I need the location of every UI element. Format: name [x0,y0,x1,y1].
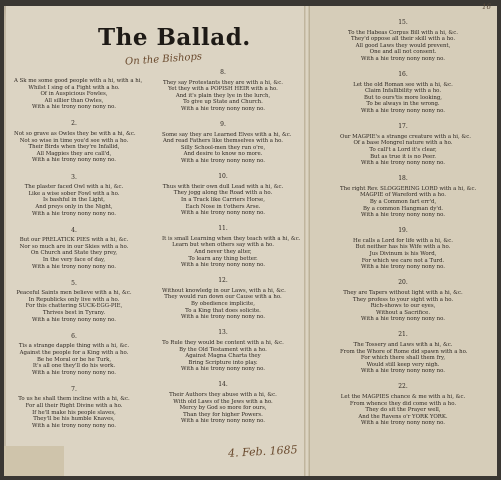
verse-line: With a hie trony nony nony no. [361,420,445,427]
stanza-number: 11. [218,225,228,233]
stanza [162,330,284,373]
stanza-number: 6. [71,332,77,340]
verse-line: With a hie trony nony nony no. [32,157,116,164]
stanza [14,334,134,377]
stanza [162,174,284,217]
verse-line: Against the people for a King with a ho. [19,349,129,356]
verse-line: But as true it is no Peer. [370,153,436,160]
ballad-column-1 [14,78,143,440]
stanza [162,382,284,425]
verse-line: From whence they did come with a ho. [349,400,457,407]
verse-line: In a Track like Carriers Horse, [181,196,265,203]
verse-line: Against Magna Charta they [185,353,261,360]
verse-line: By a Common fart err'd, [369,198,437,205]
verse-line: Learn but when others say with a ho. [172,242,274,249]
verse-line: Without a Sacrifice. [375,309,431,316]
verse-line: With a hie trony nony nony no. [32,210,116,217]
verse-line: Thrives best in Tyrany. [42,310,106,317]
stanza [340,228,466,271]
verse-line: With a hie trony nony nony no. [361,108,445,115]
verse-line: Would still keep very nigh. [366,361,440,368]
verse-line: Be he Moral or be he Turk, [36,356,112,363]
verse-line: To the Habeas Corpus Bill with a hi, &c. [348,29,458,36]
verse-line: To learn any thing better. [188,255,258,262]
stanza [14,228,134,271]
verse-line: With a hie trony nony nony no. [32,422,116,429]
verse-line: With a hie trony nony nony no. [361,368,445,375]
verse-line: Peaceful Saints men believe with a hi, &c. [16,290,132,297]
stanza [14,175,134,218]
verse-line: Jus Divinum is his Word, [369,251,437,258]
verse-line: It's all one they'll do his work. [32,363,116,370]
verse-line: All Magpies they are call'd, [36,150,112,157]
verse-line: And read Fathers like themselves with a ho. [162,138,284,145]
verse-line: It is small Learning when they teach with a hi, &c. [162,235,301,242]
verse-line: With a hie trony nony nony no. [181,418,265,425]
stanza-number: 20. [398,279,408,287]
stanza [340,332,466,375]
verse-line: The plaster faced Owl with a hi, &c. [24,184,124,191]
verse-line: They are Tapers without light with a hi, &c. [343,289,463,296]
verse-line: Than they for higher Powers. [183,411,263,418]
verse-line: With a hie trony nony nony no. [181,262,265,269]
verse-line: Each Nose in t'others Arse. [185,203,261,210]
verse-line: Some say they are Learned Elves with a hi, &c. [162,131,292,138]
stanza-number: 7. [71,385,77,393]
verse-line: Their Authors they abuse with a hi, &c. [169,391,277,398]
stanza [340,384,466,427]
verse-line: With a hie trony nony nony no. [181,210,265,217]
stanza [14,121,134,164]
stanza-number: 10. [218,173,228,181]
verse-line: Is bashful in the Light, [43,197,105,204]
verse-line: With a hie trony nony nony no. [181,314,265,321]
verse-line: With a hie trony nony nony no. [361,55,445,62]
verse-line: For all their Right Divine with a ho. [25,402,123,409]
verse-line: For which we care not a Turd. [361,257,445,264]
verse-line: With a hie trony nony nony no. [181,366,265,373]
stanza-number: 17. [398,123,408,131]
verse-line: To us he shall them incline with a hi, &c. [18,396,130,403]
verse-line: In the very face of day, [42,256,106,263]
verse-line: One and all not consent. [369,49,437,56]
stanza [14,281,134,324]
verse-line: Not so wise in time you'd see with a ho. [19,137,129,144]
verse-line: With a hie trony nony nony no. [361,160,445,167]
verse-line: Let the old Roman see with a hi, &c. [353,81,453,88]
verse-line: He calls a Lord for life with a hi, &c. [353,237,453,244]
verse-line: All sillier than Owles, [44,97,104,104]
verse-line: And never they alter, [194,248,252,255]
verse-line: To be always in the wrong. [366,101,440,108]
verse-line: Their Birds when they're Infallid, [28,144,120,151]
verse-line: Claim Infallibility with a ho. [364,88,442,95]
verse-line: Of a base Mongrel nature with a ho. [353,140,453,147]
stanza [162,70,284,113]
verse-line: Yet they with a POPISH HEIR with a ho. [168,86,278,93]
verse-line: Without knowledg in our Laws, with a hi, &c. [162,287,286,294]
verse-line: To Rule they would be content with a hi, &c. [162,339,284,346]
verse-line: By obedience implicite, [191,301,255,308]
handwritten-subtitle: On the Bishops [124,51,203,68]
verse-line: With a hie trony nony nony no. [361,264,445,271]
verse-line: The Tossery and Laws with a hi, &c. [353,341,453,348]
verse-line: Mercy by God so more for ours, [179,405,267,412]
verse-line: Let the MAGPIES chance & me with a hi, &c. [340,394,466,401]
verse-line: Nor so much are in our Skies with a ho. [19,243,129,250]
verse-line: Silly School-men they run o're, [180,144,266,151]
stanza-number: 15. [398,19,408,26]
stanza-number: 21. [398,331,408,339]
stanza [14,387,134,430]
verse-line: Thus with their own dull Lead with a hi, &c. [162,183,284,190]
stanza-number: 4. [71,226,77,234]
verse-line: They'll be his humble Knaves, [33,416,115,423]
handwritten-date: 4. Feb. 1685 [227,443,298,460]
verse-line: They would run down our Cause with a ho. [164,294,282,301]
verse-line: MAGPIE of Wareford with a ho. [359,192,447,199]
verse-line: Tis a strange dapple thing with a hi, &c. [18,343,130,350]
stanza [340,280,466,323]
verse-line: To a King that does solicite. [185,307,261,314]
verse-line: For this chattering SUCK-EGG-PIE, [25,303,123,310]
stanza-number: 14. [218,381,228,389]
verse-line: Bring Scripture into play. [188,359,258,366]
verse-line: They profess to your sight with a ho. [352,296,454,303]
stanza [162,225,301,269]
page-fold [304,6,310,476]
verse-line: They'd oppose all their skill with a ho. [350,36,456,43]
stanza-number: 22. [398,383,408,391]
verse-line: But our PRELATICK PIES with a hi, &c. [19,237,129,244]
verse-line: And it's plain they lye in the lurch, [175,92,271,99]
stanza-number: 19. [398,227,408,235]
verse-line: With old Laws of the Jews with a ho. [173,398,273,405]
verse-line: And the Ravens o'r YORK YORK. [358,413,448,420]
verse-line: They jogg along the Road with a ho. [173,190,273,197]
verse-line: Whilst I sing of a Fight with a ho. [28,84,120,91]
verse-line: In Republicks only live with a ho. [28,296,120,303]
verse-line: For which there shall them fry, [360,355,446,362]
verse-line: But to ours'tis more looking, [363,94,443,101]
ballad-column-3 [340,19,477,437]
stanza-number: 2. [71,120,77,128]
torn-corner [4,446,64,476]
verse-line: They say Protestants they are with a hi, &c. [163,79,283,86]
stanza [340,175,477,219]
stanza-number: 12. [218,277,228,285]
verse-line: With a hie trony nony nony no. [32,263,116,270]
verse-line: By a common Hangman dy'd. [362,205,444,212]
verse-line: All good Laws they would prevent, [355,42,451,49]
stanza-number: 18. [398,175,408,183]
stanza-number: 8. [220,69,226,76]
stanza [340,20,466,63]
stanza-number: 3. [71,173,77,181]
verse-line: Of in Auspicious Fowles, [40,91,108,98]
verse-line: With a hie trony nony nony no. [181,105,265,112]
stanza [162,278,284,321]
verse-line: And preys only in the Night, [35,203,113,210]
verse-line: Rich-shows to our eyes, [370,303,436,310]
verse-line: To call't a Lord it's clear, [369,146,437,153]
verse-line: From the Whore of Rome did spawn with a ho. [340,348,468,355]
stanza [340,123,471,167]
verse-line: Our MAGPIE's a strange creature with a hi, &c. [340,133,471,140]
verse-line: Like a wise sober Fowl with a ho. [28,190,120,197]
verse-line: To give up State and Church. [183,99,263,106]
verse-line: But neither has his Wife with a ho. [355,244,451,251]
handwritten-page-number: 16 [482,3,491,11]
ballad-column-2 [162,69,301,434]
stanza [14,78,143,111]
verse-line: With a hie trony nony nony no. [181,158,265,165]
verse-line: With a hie trony nony nony no. [32,104,116,111]
stanza-number: 16. [398,71,408,79]
stanza-number: 13. [218,329,228,337]
stanza-number: 9. [220,121,226,129]
verse-line: If he'll make his people slaves, [32,409,116,416]
stanza [162,121,292,165]
stanza-number: 5. [71,279,77,287]
verse-line: And desire to know no more. [183,151,263,158]
verse-line: A Sk me some good people with a hi, with a hi, [14,78,143,84]
stanza [340,72,466,115]
verse-line: With a hie trony nony nony no. [32,316,116,323]
page-title: The Ballad. [98,24,251,51]
verse-line: Not so grave as Owles they be with a hi, &c. [14,131,136,138]
verse-line: On Church and State they prey, [30,250,118,257]
verse-line: They do sit the Prayer well, [365,407,441,414]
verse-line: The right Rev. SLOGGERING LORD with a hi, &c. [340,185,477,192]
verse-line: With a hie trony nony nony no. [361,212,445,219]
verse-line: With a hie trony nony nony no. [361,316,445,323]
verse-line: By the Old Testament with a ho. [179,346,267,353]
verse-line: With a hie trony nony nony no. [32,369,116,376]
